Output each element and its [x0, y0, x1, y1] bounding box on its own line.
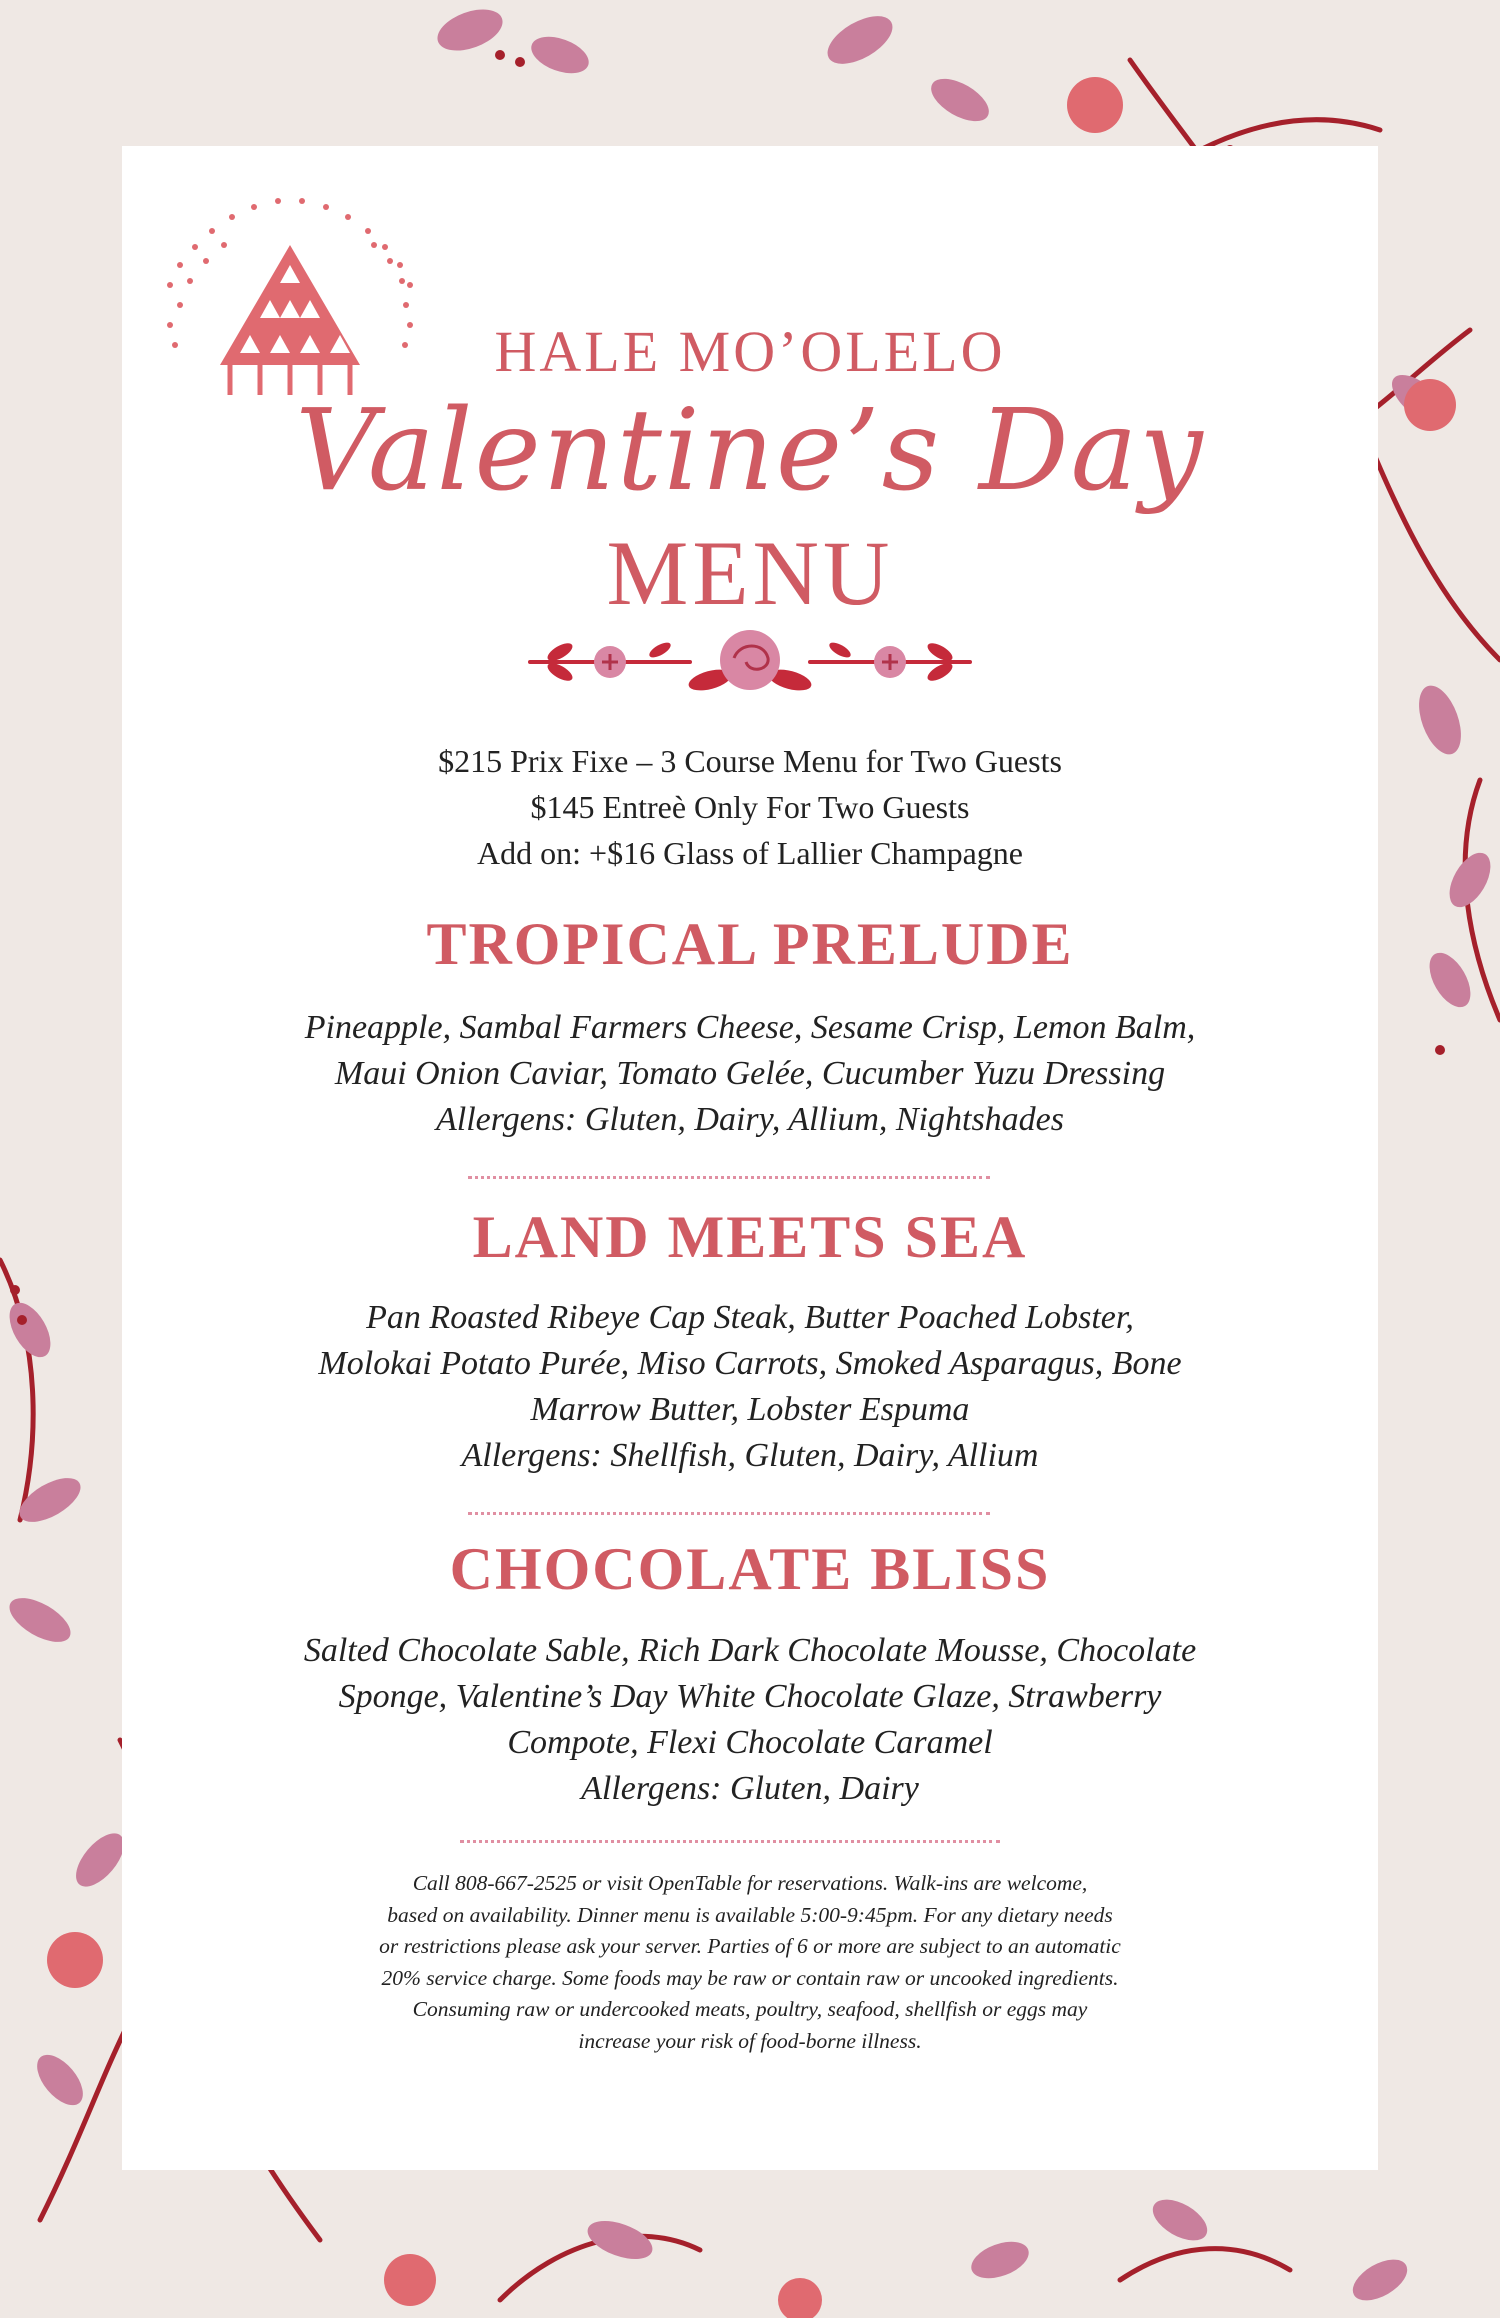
fine-print-line: Call 808-667-2525 or visit OpenTable for reservations. Walk-ins are welcome,: [412, 1871, 1088, 1895]
course-title-tropical-prelude: TROPICAL PRELUDE: [426, 911, 1074, 977]
description-line: Maui Onion Caviar, Tomato Gelée, Cucumber Yuzu Dressing: [334, 1055, 1166, 1092]
fine-print-line: 20% service charge. Some foods may be raw or contain raw or uncooked ingredients.: [381, 1965, 1119, 1990]
rose-ornament-divider: [520, 622, 980, 702]
course-title-land-meets-sea: LAND MEETS SEA: [472, 1204, 1028, 1270]
fine-print-line: increase your risk of food-borne illness.: [578, 2028, 922, 2053]
fine-print-line: Consuming raw or undercooked meats, poultry, seafood, shellfish or eggs may: [412, 1997, 1088, 2021]
pricing-champagne-addon: Add on: +$16 Glass of Lallier Champagne: [477, 835, 1023, 871]
reservation-fine-print: [300, 1868, 1200, 2057]
fine-print-line: based on availability. Dinner menu is available 5:00-9:45pm. For any dietary needs: [387, 1902, 1113, 1927]
restaurant-name: HALE MO’OLELO: [494, 319, 1006, 384]
description-line: Compote, Flexi Chocolate Caramel: [507, 1724, 993, 1761]
menu-heading: MENU: [606, 522, 894, 624]
allergens-line: Allergens: Gluten, Dairy, Allium, Nightshades: [435, 1101, 1065, 1138]
course-description-tropical-prelude: [260, 1005, 1240, 1143]
dotted-divider: [468, 1512, 990, 1515]
pricing-prix-fixe: $215 Prix Fixe – 3 Course Menu for Two Guests: [438, 743, 1062, 779]
description-line: Pan Roasted Ribeye Cap Steak, Butter Poached Lobster,: [366, 1299, 1134, 1336]
fine-print-line: or restrictions please ask your server. Parties of 6 or more are subject to an automatic: [379, 1934, 1121, 1958]
valentines-day-title: Valentine’s Day: [295, 386, 1205, 516]
course-description-chocolate-bliss: [260, 1628, 1240, 1812]
pricing-entree-only: $145 Entreè Only For Two Guests: [530, 789, 970, 825]
description-line: Molokai Potato Purée, Miso Carrots, Smoked Asparagus, Bone: [318, 1345, 1182, 1382]
description-line: Salted Chocolate Sable, Rich Dark Chocolate Mousse, Chocolate: [303, 1632, 1197, 1669]
description-line: Sponge, Valentine’s Day White Chocolate Glaze, Strawberry: [338, 1678, 1162, 1715]
dotted-divider: [468, 1176, 990, 1179]
pricing-info: [0, 738, 1500, 876]
dotted-divider: [460, 1840, 1000, 1843]
description-line: Pineapple, Sambal Farmers Cheese, Sesame Crisp, Lemon Balm,: [304, 1009, 1196, 1046]
course-title-chocolate-bliss: CHOCOLATE BLISS: [449, 1536, 1051, 1602]
allergens-line: Allergens: Gluten, Dairy: [581, 1770, 919, 1807]
allergens-line: Allergens: Shellfish, Gluten, Dairy, Allium: [461, 1437, 1039, 1474]
description-line: Marrow Butter, Lobster Espuma: [530, 1391, 970, 1428]
course-description-land-meets-sea: [260, 1295, 1240, 1479]
